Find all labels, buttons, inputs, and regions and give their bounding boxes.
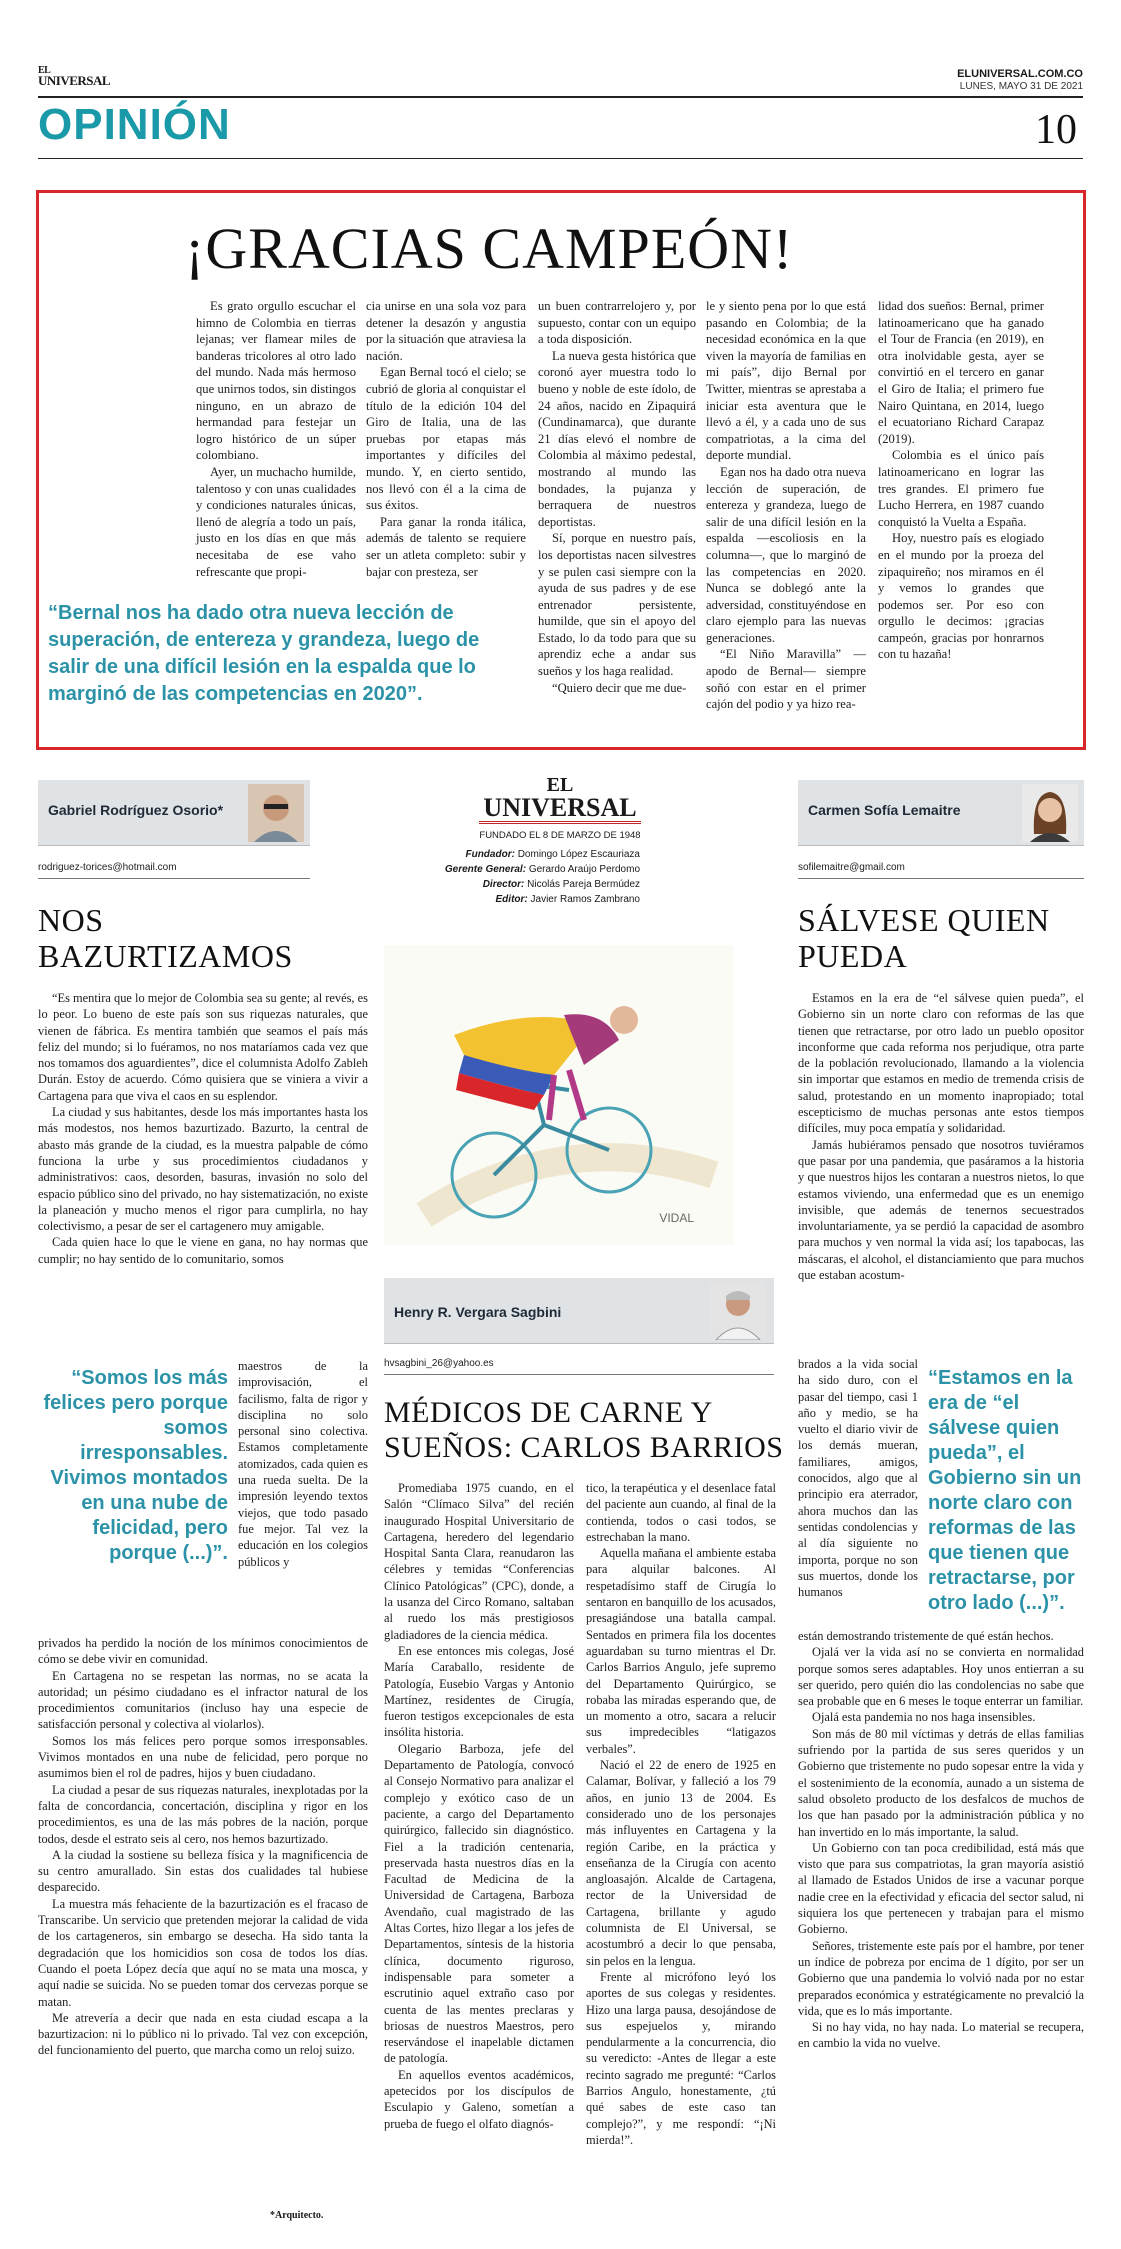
- author-bar-left: [38, 780, 310, 846]
- editorial-pull-quote: “Bernal nos ha dado otra nueva lección de superación, de entereza y grandeza, luego de salir de una difícil lesión en la espalda que lo marginó de las competencias en 2020”.: [48, 602, 480, 705]
- issue-date: LUNES, MAYO 31 DE 2021: [959, 81, 1083, 92]
- divider: [384, 1374, 774, 1375]
- paragraph: tico, la terapéutica y el desenlace fatal del paciente aun cuando, al final de la contienda, todos o casi todos, se estrechaban la mano.: [586, 1481, 776, 1544]
- author-avatar: [710, 1282, 766, 1340]
- masthead-logo-line2: UNIVERSAL: [479, 795, 640, 824]
- paragraph: están demostrando tristemente de qué están hechos.: [798, 1629, 1054, 1643]
- right-body-top: [798, 990, 1084, 1283]
- cartoon-signature: VIDAL: [659, 1211, 694, 1225]
- paragraph: Son más de 80 mil víctimas y detrás de ellas familias sufriendo por la partida de sus seres queridos y un Gobierno que tristemente no pudo sopesar entre la vida y el sostenimiento de la economía, aunado a un sistema de salud obsoleto producto de los desfalcos de muchos de los que han pasado por la administración pública y no han invertido en lo más importante, la salud.: [798, 1726, 1084, 1839]
- author-avatar: [248, 784, 304, 842]
- divider: [798, 878, 1084, 879]
- author-name: Gabriel Rodríguez Osorio*: [48, 802, 224, 818]
- paragraph: Ojalá esta pandemia no nos haga insensibles.: [812, 1710, 1036, 1725]
- masthead-logo-line1: EL: [546, 774, 574, 796]
- right-body-side: [798, 1356, 918, 1600]
- paragraph: Somos los más felices pero porque somos irresponsables. Vivimos montados en una nube de felicidad, pero porque no asumimos bien el rol de padres, hijos y buen ciudadano.: [38, 1733, 368, 1781]
- editorial-col-5: [878, 298, 1044, 663]
- author-bar-center: [384, 1278, 774, 1344]
- paragraph: Señores, tristemente este país por el hambre, por tener un índice de pobreza por encima de 1 dígito, por ser un Gobierno que una pandemia lo volvió nada por no estar preparados económica y estratégicamente no prevalció la vida, que es lo más importante.: [798, 1938, 1084, 2018]
- paragraph: En aquellos eventos académicos, apetecidos por los discípulos de Esculapio y Galeno, sometían a prueba de fuego el olfato diagnós-: [384, 2067, 574, 2131]
- paragraph: Sí, porque en nuestro país, los deportistas nacen silvestres y se pulen casi siempre con la ayuda de sus padres y de ese entrenador persistente, humilde, que sin el apoyo del Estado, lo da todo para que su aprendiz eche a andar sus sueños y los haga realidad.: [538, 531, 696, 679]
- cyclist-illustration: [384, 945, 734, 1245]
- section-title: OPINIÓN: [38, 100, 231, 149]
- divider: [38, 878, 310, 879]
- paragraph: Olegario Barboza, jefe del Departamento de Patología, convocó al Consejo Normativo para analizar el complejo y exótico caso de un paciente, a cargo del Departamento quirúrgico, fallecido sin diagnóstico. Fiel a la tradición centenaria, preservada hasta nuestros días en la Facultad de Medicina de la Universidad de Cartagena, Barboza Avendaño, cual magistrado de las Altas Cortes, hizo llegar a los jefes de Departamentos, síntesis de la historia clínica, documento riguroso, indispensable para someter a escrutinio aquel extraño caso por cuenta de las mentes preclaras y briosas de nuestros Maestros, pero reservándose el inapelable dictamen de patología.: [384, 1741, 574, 2066]
- paragraph: Egan Bernal tocó el cielo; se cubrió de gloria al conquistar el título de la edición 104 del Giro de Italia, una de las pruebas por etapas más importantes y difíciles del mundo. Y, en cierto sentido, nos llevó con él a la cima de sus éxitos.: [366, 365, 526, 513]
- editorial-title: ¡GRACIAS CAMPEÓN!: [185, 216, 794, 281]
- column-title: NOS BAZURTIZAMOS: [38, 902, 293, 974]
- author-name: Henry R. Vergara Sagbini: [394, 1304, 562, 1320]
- editorial-col-1: [196, 298, 356, 580]
- left-body-top: [38, 990, 368, 1267]
- paragraph: Frente al micrófono leyó los aportes de sus colegas y residentes. Hizo una larga pausa, desojándose de sus espejuelos y, mirando pendularmente a la concurrencia, dio su veredicto: -Antes de llegar a este recinto sagrado me pregunté: “Carlos Barrios Angulo, honestamente, ¿tú qué sabes de este caso tan complejo?”, y me respondí: “¡Ni mierda!”.: [586, 1969, 776, 2147]
- column-title: SÁLVESE QUIEN PUEDA: [798, 902, 1050, 974]
- editorial-col-4: [706, 298, 866, 713]
- masthead: [440, 775, 680, 907]
- paragraph: brados a la vida social ha sido duro, con el pasar del tiempo, casi 1 año y medio, se ha vuelto el diario vivir de los demás mueran, familiares, amigos, conocidos, algo que al principio era aterrador, ahora muchos dan las sentidas condolencias y al día siguiente no importa, porque no son sus muertos, donde los humanos: [798, 1357, 918, 1600]
- paragraph: un buen contrarrelojero y, por supuesto, contar con un equipo a toda disposición.: [538, 299, 696, 347]
- left-body-side: [238, 1358, 368, 1570]
- paragraph: La ciudad y sus habitantes, desde los más importantes hasta los más modestos, nos hemos bazurtizado. Bazurto, la central de abasto más grande de la ciudad, es la muestra palpable de cómo funciona la urbe y sus procedimientos ciudadanos y administrativos: caos, desorden, basuras, invasión no solo del espacio público sino del privado, no hay sistematización, no existe la planeación y mucho menos el rigor para cumplirla, no hay colectivismo, a pesar de ser el cartagenero muy amigable.: [38, 1105, 368, 1234]
- logo-small: EL UNIVERSAL: [38, 65, 111, 88]
- paragraph: le y siento pena por lo que está pasando en Colombia; de la necesidad económica en la que viven la mayoría de familias en mi país”, dijo Bernal por Twitter, mientras se aprestaba a iniciar esta aventura que le llevó a él, y a cada uno de sus compatriotas, a la cima del deporte mundial.: [706, 299, 866, 463]
- paragraph: A la ciudad la sostiene su belleza física y la magnificencia de su centro amurallado. Sin estas dos cualidades tal hubiese desparecido.: [38, 1847, 368, 1895]
- left-pull-quote: “Somos los más felices pero porque somos irresponsables. Vivimos montados en una nube de felicidad, pero porque (...)”.: [43, 1367, 228, 1564]
- staff-row: Director: Nicolás Pareja Bermúdez: [482, 879, 640, 890]
- paragraph: Colombia es el único país latinoamericano en lograr las tres grandes. El primero fue Lucho Herrera, en 1987 cuando conquistó la Vuelta a España.: [878, 448, 1044, 529]
- masthead-founded: FUNDADO EL 8 DE MARZO DE 1948: [479, 830, 641, 841]
- paragraph: Ayer, un muchacho humilde, talentoso y con unas cualidades y condiciones naturales únicas, llenó de alegría a todo un país, justo en los días en que más necesitaba de ese vaho refrescante que propi-: [196, 464, 356, 579]
- cartoon-cyclist: [384, 945, 734, 1245]
- author-email[interactable]: sofilemaitre@gmail.com: [798, 862, 905, 873]
- paragraph: Estamos en la era de “el sálvese quien pueda”, el Gobierno sin un norte claro con reformas de las que tienen que retractarse, por otro lado un pueblo opositor inconforme que cada reforma nos perjudique, otra parte de la población revolucionado, llamando a la violencia sin importar que estamos en medio de tremenda crisis de salud, protestando en un momento inapropiado; total escepticismo de muchas personas ante estos tiempos difíciles, muy poca empatía y solidaridad.: [798, 991, 1084, 1136]
- right-pull-quote: “Estamos en la era de “el sálvese quien pueda”, el Gobierno sin un norte claro con reformas de las que tienen que retractarse, por otro lado (...)”.: [928, 1367, 1082, 1614]
- paragraph: Aquella mañana el ambiente estaba para alquilar balcones. Al respetadísimo staff de Cirugía lo sentaron en banquillo de los acusados, presagiándose una batalla campal. Sentados en primera fila los docentes aguardaban su turno mientras el Dr. Carlos Barrios Angulo, jefe supremo del Departamento Quirúrgico, se robaba las miradas esperando que, de un momento a otro, sacara a relucir sus impredecibles “latigazos verbales”.: [586, 1546, 776, 1756]
- author-avatar: [1022, 784, 1078, 842]
- paragraph: “Quiero decir que me due-: [552, 680, 687, 695]
- paragraph: La nueva gesta histórica que coronó ayer muestra todo lo bueno y noble de este ídolo, de 24 años, nacido en Zipaquirá (Cundinamarca), que durante 21 días elevó el nombre de Colombia al máximo pedestal, mostrando al mundo las bondades, la pujanza y berraquera de nuestros deportistas.: [538, 348, 696, 529]
- author-signature: *Arquitecto.: [270, 2210, 324, 2221]
- site-url[interactable]: ELUNIVERSAL.COM.CO: [957, 68, 1083, 80]
- editorial-col-2: [366, 298, 526, 580]
- author-name: Carmen Sofía Lemaitre: [808, 802, 961, 818]
- editorial-col-3: [538, 298, 696, 696]
- paragraph: Me atrevería a decir que nada en esta ciudad escapa a la bazurtizacion: ni lo público ni lo privado. Tal vez con excepción, del funcionamiento del puerto, que marcha como un reloj suizo.: [38, 2010, 368, 2058]
- paragraph: Jamás hubiéramos pensado que nosotros tuviéramos que pasar por una pandemia, que pasáramos a la historia y que nuestros hijos les contaran a nuestros nietos, lo que estamos viviendo, una enfermedad que es un enemigo invisible, que además de tenernos secuestrados involuntariamente, ya se perdió la capacidad de asombro para muchos y ven normal la vida así; los tapabocas, las máscaras, el alcohol, el distanciamiento que para muchos que estaban acostum-: [798, 1137, 1084, 1283]
- staff-row: Gerente General: Gerardo Araújo Perdomo: [444, 864, 640, 875]
- right-body-bottom: [798, 1628, 1084, 2052]
- paragraph: Hoy, nuestro país es elogiado en el mundo por la proeza del zipaquireño; nos miramos en él y vemos lo grandes que podemos ser. Por eso con orgullo le decimos: ¡gracias campeón, gracias por honrarnos con tu hazaña!: [878, 531, 1044, 662]
- paragraph: La muestra más fehaciente de la bazurtización es el fracaso de Transcaribe. Un servicio que pretenden mejorar la calidad de vida de los cartageneros, sin embargo se desecha. Ha sido tanta la degradación que los homicidios son cosa de todos los días. Cuando el poeta López decía que aquí no se mata una mosca, y aquí nadie se suicida. No se pueden tomar dos cervezas porque se matan.: [38, 1896, 368, 2009]
- paragraph: Cada quien hace lo que le viene en gana, no hay normas que cumplir; no hay sentido de lo comunitario, somos: [38, 1235, 368, 1266]
- left-body-bottom: [38, 1635, 368, 2059]
- paragraph: “Es mentira que lo mejor de Colombia sea su gente; al revés, es lo peor. Lo bueno de este país son sus riquezas naturales, que vienen de fábrica. Es mentira también que seamos el país más feliz del mundo; si lo fuéramos, no nos mataríamos cada vez que nos tomamos dos aguardientes”, dice el columnista Adolfo Zableh Durán. Estoy de acuerdo. Cómo quisiera que se viniera a vivir a Cartagena para que viva el caos en su esplendor.: [38, 991, 368, 1103]
- paragraph: Nació el 22 de enero de 1925 en Calamar, Bolívar, y falleció a los 79 años, en junio 13 de 2004. Es considerado uno de los personajes más influyentes en Cartagena y la región Caribe, en la práctica y enseñanza de la Cirugía con acento angloasajón. Alcalde de Cartagena, rector de la Universidad de Cartagena, brillante y agudo columnista de El Universal, se acostumbró a decir lo que pensaba, sin pelos en la lengua.: [586, 1758, 776, 1968]
- paragraph: La ciudad a pesar de sus riquezas naturales, inexplotadas por la falta de concordancia, concertación, disciplina y rigor en los procedimientos, es una de las más pobres de la nación, porque todos, desde el estrato seis al cero, nos hemos bazurtizado.: [38, 1782, 368, 1846]
- page-number: 10: [1035, 107, 1077, 153]
- paragraph: En ese entonces mis colegas, José María Caraballo, residente de Patología, Eusebio Vargas y Antonio Martínez, residentes de Cirugía, fueron testigos excepcionales de esta insólita historia.: [384, 1643, 574, 1740]
- author-email[interactable]: rodriguez-torices@hotmail.com: [38, 862, 177, 873]
- paragraph: Es grato orgullo escuchar el himno de Colombia en tierras lejanas; ver flamear miles de banderas tricolores al otro lado del mundo. Nada más hermoso que unirnos todos, sin distingos ninguno, en un abrazo de hermandad para festejar un logro histórico de un súper colombiano.: [196, 299, 356, 463]
- staff-row: Editor: Javier Ramos Zambrano: [495, 894, 640, 905]
- header-rule: [38, 96, 1083, 98]
- paragraph: “El Niño Maravilla” —apodo de Bernal— siempre soñó con estar en el primer cajón del podio y ya hizo rea-: [706, 647, 866, 712]
- paragraph: Promediaba 1975 cuando, en el Salón “Clímaco Silva” del recién inaugurado Hospital Universitario de Cartagena, heredero del legendario Hospital Santa Clara, reanudaron las célebres y temidas “Conferencias Clínico Patológicas” (CPC), donde, a la usanza del Circo Romano, saltaban al ruedo los más prestigiosos gladiadores de la ciencia médica.: [384, 1481, 574, 1642]
- paragraph: maestros de la improvisación, el facilismo, falta de rigor y disciplina no solo personal sino colectiva. Estamos completamente atomizados, cada quien es una rueda suelta. De la impresión leyendo textos viejos, que todo pasado fue mejor. Tal vez la educación en los colegios públicos y: [238, 1359, 368, 1569]
- author-email[interactable]: hvsagbini_26@yahoo.es: [384, 1358, 494, 1369]
- paragraph: cia unirse en una sola voz para detener la desazón y angustia por la situación que atraviesa la nación.: [366, 299, 526, 363]
- paragraph: Egan nos ha dado otra nueva lección de superación, de entereza y grandeza, luego de salir de una difícil lesión en la espalda —escoliosis en la columna—, que lo marginó de las competencias en 2020. Nunca se doblegó ante la adversidad, constituyéndose en claro ejemplo para las nuevas generaciones.: [706, 464, 866, 645]
- paragraph: En Cartagena no se respetan las normas, no se acata la autoridad; un pésimo ciudadano es el infractor natural de los procedimientos comunitarios (incluso hay una especie de satisfacción personal y colectiva al violarlos).: [38, 1668, 368, 1732]
- paragraph: Si no hay vida, no hay nada. Lo material se recupera, en cambio la vida no vuelve.: [798, 2020, 1084, 2051]
- author-bar-right: [798, 780, 1084, 846]
- staff-row: Fundador: Domingo López Escauriaza: [465, 849, 640, 860]
- paragraph: privados ha perdido la noción de los mínimos conocimientos de cómo se debe vivir en comunidad.: [38, 1636, 368, 1667]
- section-rule: [38, 158, 1083, 159]
- paragraph: Ojalá ver la vida así no se convierta en normalidad porque somos seres adaptables. Hoy unos entierran a su ser querido, pero quién dio las condolencias no sabe que sea probable que en 6 meses le toque enterrar un familiar.: [798, 1645, 1084, 1709]
- center-col-2: [586, 1480, 776, 2148]
- center-col-1: [384, 1480, 574, 2132]
- paragraph: Para ganar la ronda itálica, además de talento se requiere ser un atleta completo: subir y bajar con presteza, ser: [366, 514, 526, 579]
- paragraph: Un Gobierno con tan poca credibilidad, está más que visto que para sus compatriotas, la gran mayoría asistió al llamado de Estados Unidos de irse a vacunar porque nadie cree en la efectividad y eficacia del sector salud, ni siquiera los que pertenecen y trabajan para el mismo Gobierno.: [798, 1840, 1084, 1937]
- paragraph: lidad dos sueños: Bernal, primer latinoamericano que ha ganado el Tour de Francia (en 2019), en otra inolvidable gesta, ayer se convirtió en el tercero en ganar el Giro de Italia; el primero fue Nairo Quintana, en 2014, luego el ecuatoriano Richard Carapaz (2019).: [878, 299, 1044, 446]
- column-title: MÉDICOS DE CARNE Y SUEÑOS: CARLOS BARRIOS: [384, 1396, 784, 1464]
- masthead-staff: [440, 847, 640, 907]
